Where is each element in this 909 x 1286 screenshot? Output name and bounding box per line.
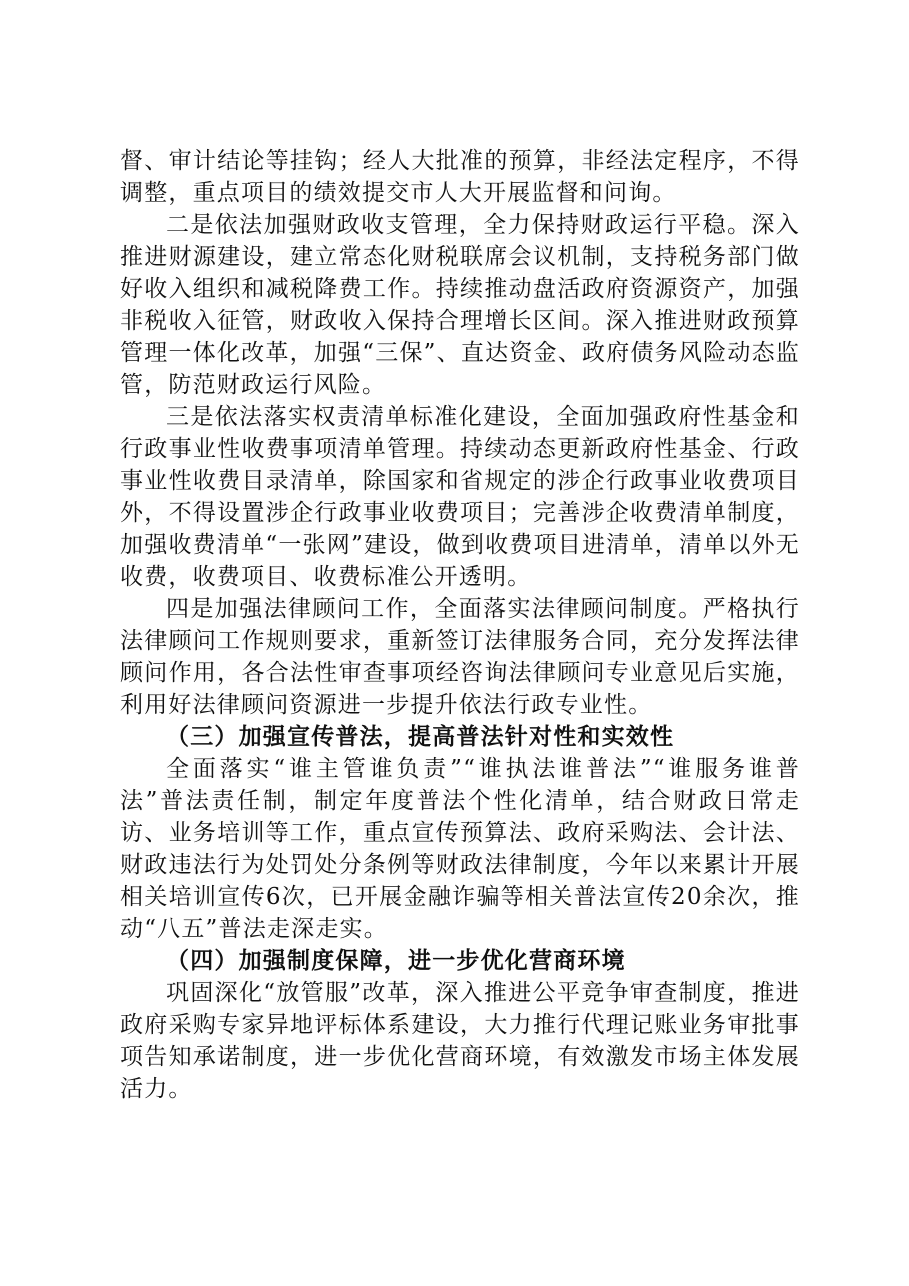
section-heading-4: （四）加强制度保障，进一步优化营商环境 (166, 947, 626, 974)
section-heading-3: （三）加强宣传普法，提高普法针对性和实效性 (166, 723, 675, 750)
paragraph-legal-advisor: 四是加强法律顾问工作，全面落实法律顾问制度。严格执行法律顾问工作规则要求，重新签订法律服务合同，充分发挥法律顾问作用，各合法性审查事项经咨询法律顾问专业意见后实施，利用好法律顾问资源进一步提升依法行政专业性。 (120, 596, 800, 718)
paragraph-business-environment: 巩固深化“放管服”改革，深入推进公平竞争审查制度，推进政府采购专家异地评标体系建设，大力推行代理记账业务审批事项告知承诺制度，进一步优化营商环境，有效激发市场主体发展活力。 (120, 980, 800, 1102)
paragraph-fiscal-management: 二是依法加强财政收支管理，全力保持财政运行平稳。深入推进财源建设，建立常态化财税联席会议机制，支持税务部门做好收入组织和减税降费工作。持续推动盘活政府资源资产，加强非税收入征管，财政收入保持合理增长区间。深入推进财政预算管理一体化改革，加强“三保”、直达资金、政府债务风险动态监管，防范财政运行风险。 (120, 212, 800, 398)
paragraph-law-publicity: 全面落实“谁主管谁负责”“谁执法谁普法”“谁服务谁普法”普法责任制，制定年度普法个性化清单，结合财政日常走访、业务培训等工作，重点宣传预算法、政府采购法、会计法、财政违法行为处罚处分条例等财政法律制度，今年以来累计开展相关培训宣传6次，已开展金融诈骗等相关普法宣传20余次，推动“八五”普法走深走实。 (120, 756, 800, 942)
paragraph-power-list: 三是依法落实权责清单标准化建设，全面加强政府性基金和行政事业性收费事项清单管理。持续动态更新政府性基金、行政事业性收费目录清单，除国家和省规定的涉企行政事业收费项目外，不得设置涉企行政事业收费项目；完善涉企收费清单制度，加强收费清单“一张网”建设，做到收费项目进清单，清单以外无收费，收费项目、收费标准公开透明。 (120, 404, 800, 590)
document-body (120, 145, 800, 1105)
paragraph-continuation: 督、审计结论等挂钩；经人大批准的预算，非经法定程序，不得调整，重点项目的绩效提交市人大开展监督和问询。 (120, 148, 800, 206)
